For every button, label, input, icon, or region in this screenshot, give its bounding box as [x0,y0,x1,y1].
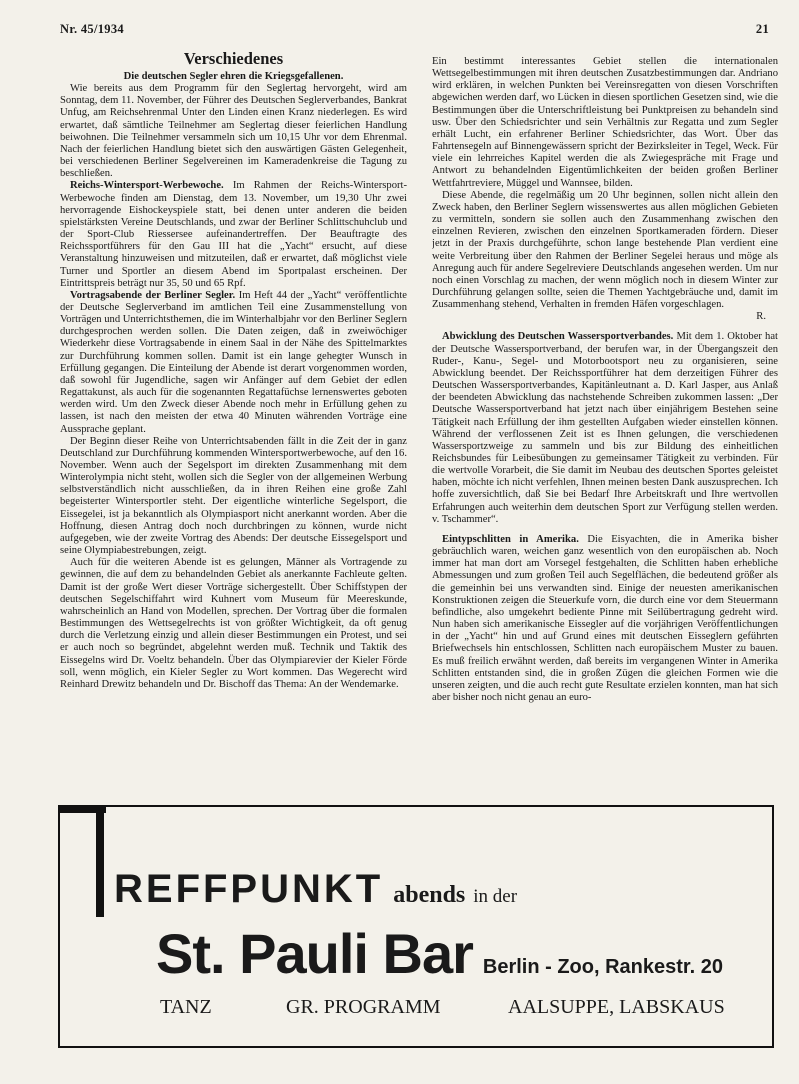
ad-address: Berlin - Zoo, Rankestr. 20 [482,956,723,978]
article-paragraph [60,180,407,289]
article-paragraph [432,331,778,526]
article-heading: Vortragsabende der Berliner Segler. [70,289,236,301]
right-column [432,56,778,794]
author-signature: R. [756,311,766,323]
ad-treffpunkt: REFFPUNKT [114,867,384,911]
advertisement [58,805,774,1048]
ad-headline [114,867,517,912]
article-paragraph: Diese Abende, die regelmäßig um 20 Uhr beginnen, sollen nicht allein den Zweck haben, den Berliner Seglern wissenswertes aus allen möglichen Gebieten zu vermitteln, sondern sie sollen auch den Zusammenhang zwischen den einzelnen Revieren, zwischen den einzelnen Sportkameraden fördern. Dieser jetzt in der Praxis durchgeführte, schon lange bestehende Plan verdient eine weite Verbreitung über den Rahmen der Berliner Segelei heraus und möge als Anregung auch für andere Segelreviere Deutschlands angesehen werden. Um nur noch einen Vorschlag zu machen, der wenn möglich noch in diesem Winter zur Durchführung gelangen sollte, seien die Themen Yachtgebräuche und, damit im Zusammenhang stehend, Verhalten in fremden Häfen vorgeschlagen. [432,189,778,311]
ad-item: AALSUPPE, LABSKAUS [508,996,725,1018]
ad-bar-line [156,921,723,986]
article-paragraph: Ein bestimmt interessantes Gebiet stellen die internationalen Wettsegelbestimmungen mit ihren deutschen Zusatzbestimmungen dar. Andriano wird erklären, in welchen Punkten bei Vereinsregatten von diesen Vorschriften abgewichen werden darf, wo Lücken in diesen sportlichen Gesetzen sind, wie die Bestimmungen über die Unterschriftleistung bei Punktpreisen zu behandeln sind usw. Über den Schiedsrichter und sein Verhältnis zur Regatta und zum Segler erhält Lucht, ein erfahrener Berliner Schiedsrichter, das Wort. Über das Fahrtensegeln auf Binnengewässern spricht der Bezirksleiter in Tegel, Weck. Für viele ein lehrreiches Kapitel werden die als Zwiegespräche mit Frage und Antwort zu behandelnden Eigentümlichkeiten der beiden großen Berliner Wettfahrtreviere, Müggel und Wannsee, bilden. [432,56,778,189]
article-paragraph: Wie bereits aus dem Programm für den Seglertag hervorgeht, wird am Sonntag, dem 11. November, der Führer des Deutschen Seglerverbandes, Bankrat Unfug, am Reichsehrenmal Unter den Linden einen Kranz niederlegen. Es wird erwartet, daß sämtliche Teilnehmer am Seglertag dieser feierlichen Handlung beiwohnen. Die Teilnehmer versammeln sich um 10,15 Uhr vor dem Ehrenmal. Nach der feierlichen Handlung bietet sich den auswärtigen Gästen Gelegenheit, bei verschiedenen Berliner Segelvereinen im Kameradenkreise die Tagung zu beschließen. [60,83,407,180]
paragraph-gap [432,323,778,331]
left-column [60,50,407,788]
article-text: Im Heft 44 der „Yacht“ veröffentlichte der Deutsche Seglerverband im amtlichen Teil eine Zusammenstellung von Vorträgen und Unterrichtsthemen, die im Winterhalbjahr vor den Berliner Seglern durchgesprochen werden sollen. Die Daten zeigen, daß in zweiwöchiger Wiederkehr diese Vortragsabende in einem Saal in der Nähe des Spittelmarktes zur Durchführung kommen sollen. Damit ist ein lange gehegter Wunsch in Erfüllung gegangen. Die Einteilung der Abende ist derart vorgenommen worden, daß sowohl für Jugendliche, sagen wir Anfänger auf dem Gebiet der edlen Regattakunst, als auch für die sogenannten Regattafüchse lernenswertes geboten werden wird. Um den Zweck dieser Abende noch mehr in Erfüllung gehen zu lassen, ist nach den meisten der etwa 40 Minuten währenden Vorträge eine Aussprache geplant. [60,289,407,435]
article-paragraph [60,290,407,436]
ad-abends: abends [393,882,466,908]
article-paragraph: Der Beginn dieser Reihe von Unterrichtsabenden fällt in die Zeit der in ganz Deutschland zur Durchführung kommenden Wintersportwerbewoche, auf den 16. November. Wenn auch der Segelsport im direkten Zusammenhang mit dem Winterolympia nicht steht, wollen sich die Segler von der allgemeinen Werbung selbstverständlich nicht ausschließen, da in ihren Reihen eine große Zahl begeisterter Wintersportler steht. Der eigentliche winterliche Segelsport, die Eissegelei, ist ja bekanntlich als Olympiasport nicht anerkannt worden. Aber die Hoffnung, diesen Antrag doch noch durchbringen zu können, wurde nicht aufgegeben, wie der zweite Vortrag des Abends: Der deutsche Eissegelsport und seine Olympiabestrebungen, zeigt. [60,435,407,557]
paragraph-gap [432,526,778,534]
section-title: Verschiedenes [183,50,284,68]
page-number: 21 [755,22,769,36]
article-text: Die Eisyachten, die in Amerika bisher gebräuchlich waren, weichen ganz wesentlich von den europäischen ab. Noch immer hat man dort am Vorsegel festgehalten, die Schlitten haben erhebliche Abmessungen und zum großen Teil auch Segelflächen, die bedeutend größer als die gemeinhin bei uns verwandten sind. Einige der neuesten amerikanischen Konstruktionen zeigen die Steuerkufe vorn, die durch eine vor dem Steuermann befindliche, also umgekehrt bediente Pinne mit Seilübertragung gedreht wird. Nun haben sich amerikanische Eissegler auf die vorjährigen Veröffentlichungen in der „Yacht“ hin und auf Grund eines mit deutschen Eisseglern geführten Briefwechsels hin entschlossen, Schlitten nach europäischem Muster zu bauen. Es muß freilich erwähnt werden, daß bereits im vergangenen Winter in Amerika Schlitten entstanden sind, die in großen Zügen die gleichen Formen wie die unseren zeigten, und die auch recht gute Resultate erzielen konnten, man hat sich aber bisher noch nicht genau an euro- [432,533,778,703]
article-heading: Eintypschlitten in Amerika. [442,533,579,545]
article-paragraph: Auch für die weiteren Abende ist es gelungen, Männer als Vortragende zu gewinnen, die auf dem zu behandelnden Gebiet als anerkannte Fachleute gelten. Damit ist der große Wert dieser Vorträge sichergestellt. Über Schiffstypen der deutschen Segelschiffahrt wird Kuhnert vom Museum für Meereskunde, wahrscheinlich an Hand von Modellen, sprechen. Der Vortrag über die formalen Bestimmungen des Wettsegelrechts ist von größter Wichtigkeit, da oft genug durch die Verletzung einzig und allein dieser Bestimmungen ein Protest, und sei er auch noch so begründet, abgelehnt werden muß. Technik und Taktik des Eissegelns wird Dr. Voeltz behandeln. Über das Olympiarevier der Kieler Förde soll, wenn möglich, ein Kieler Segler zu Wort kommen. Das Wegerecht wird Reinhard Drewitz behandeln und Dr. Bischoff das Thema: An der Wendemarke. [60,557,407,690]
article-text: Mit dem 1. Oktober hat der Deutsche Wassersportverband, der berufen war, in der Übergangszeit den Ruder-, Kanu-, Segel- und Motorbootsport neu zu organisieren, seine Abwicklung beendet. Der Reichssportführer hat dem derzeitigen Führer des Deutschen Wassersportverbandes, Kapitänleutnant a. D. Karl Jasper, aus Anlaß der beendeten Abwicklung das nachstehende Schreiben zukommen lassen: „Der Deutsche Wassersportverband hat jetzt nach über einjährigem Bestehen seine Tätigkeit nach Erfüllung der ihm gestellten Aufgaben wieder einstellen können. Während der verflossenen Zeit ist es Ihnen gelungen, die verschiedenen Wassersportzweige zu sammeln und bis zur Bildung des einheitlichen Reichsbundes für Leibesübungen zu gemeinsamer Tätigkeit zu verbinden. Für die wertvolle Vorarbeit, die Sie damit im Neubau des deutschen Sportes geleistet haben, möchte ich nicht verfehlen, Ihnen meinen besten Dank auszusprechen. Ich hoffe zuversichtlich, daß Sie bei Bedarf Ihre Arbeitskraft und Ihre wertvollen Erfahrungen auch weiterhin dem deutschen Sport zur Verfügung stellen werden. v. Tschammer“. [432,331,778,525]
ad-in-der: in der [473,886,518,907]
article-heading: Reichs-Wintersport-Werbewoche. [70,180,224,192]
article-text: Im Rahmen der Reichs-Wintersport-Werbewoche finden am Dienstag, dem 13. November, um 19,30 Uhr zwei hervorragende Eishockeyspiele statt, bei denen unter anderen die beiden spielstärksten Vereine Deutschlands, und zwar der Berliner Schlittschuhclub und der Sport-Club Riessersee aufeinandertreffen. Der Beauftragte des Reichssportführers für den Gau III hat die „Yacht“ ersucht, auf diese Veranstaltung hinzuweisen und mitzuteilen, daß er erwartet, daß möglichst viele Turner und Sportler an diesem Abend im Sportpalast erscheinen. Der Eintrittspreis beträgt nur 35, 50 und 65 Rpf. [60,180,407,289]
ad-t-letter-stem [96,805,104,917]
ad-item: GR. PROGRAMM [286,996,441,1018]
article-heading: Abwicklung des Deutschen Wassersportverbandes. [442,331,674,343]
ad-item: TANZ [160,996,212,1018]
article-heading: Die deutschen Segler ehren die Kriegsgefallenen. [123,71,344,82]
article-paragraph [432,534,778,704]
issue-number: Nr. 45/1934 [60,22,124,36]
ad-bar-name: St. Pauli Bar [156,922,473,985]
